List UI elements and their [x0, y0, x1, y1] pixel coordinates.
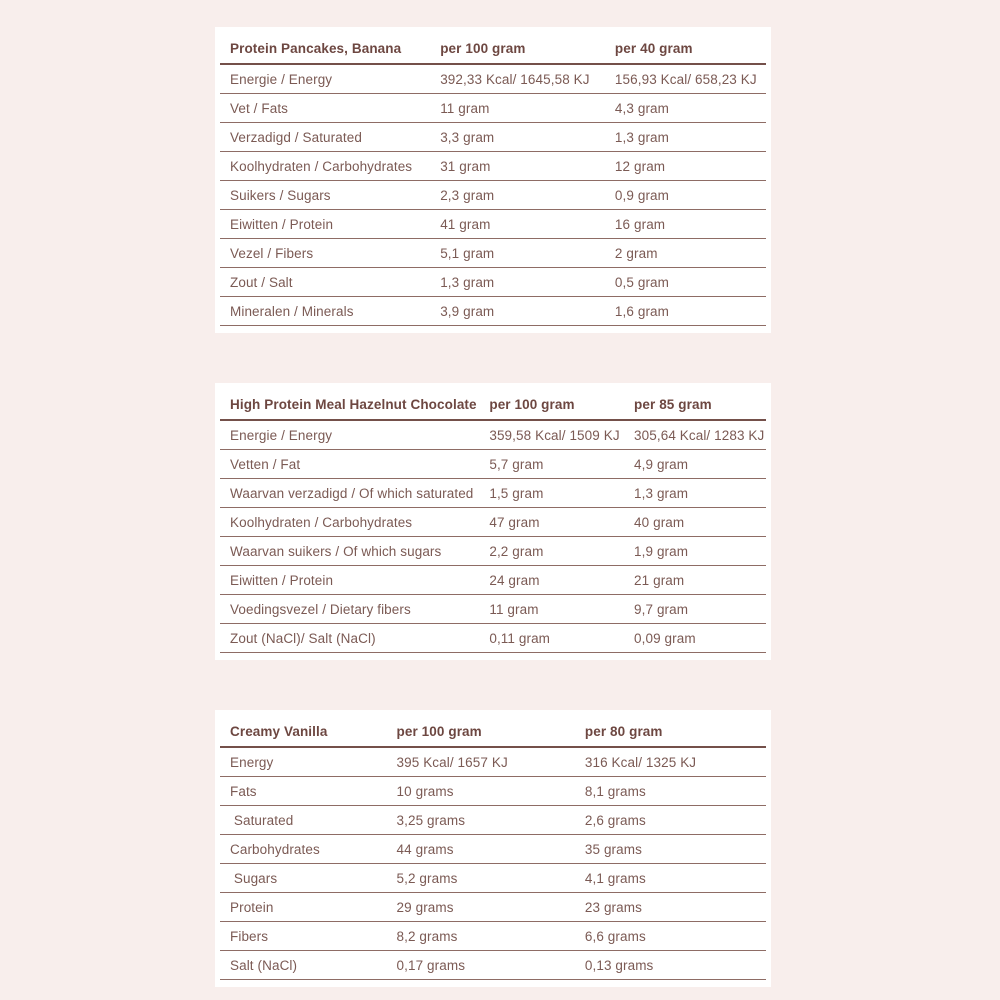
row-label: Voedingsvezel / Dietary fibers — [220, 595, 479, 624]
row-label: Fibers — [220, 922, 387, 951]
nutrition-table-creamy-vanilla — [220, 716, 766, 980]
row-value-per-serving: 23 grams — [575, 893, 766, 922]
row-value-per-100: 24 gram — [479, 566, 624, 595]
row-label: Protein — [220, 893, 387, 922]
col-header-per-100: per 100 gram — [430, 33, 605, 64]
row-value-per-100: 5,2 grams — [387, 864, 575, 893]
row-value-per-100: 2,3 gram — [430, 181, 605, 210]
row-value-per-100: 10 grams — [387, 777, 575, 806]
row-value-per-serving: 4,9 gram — [624, 450, 766, 479]
row-label: Mineralen / Minerals — [220, 297, 430, 326]
row-value-per-100: 31 gram — [430, 152, 605, 181]
table-row — [220, 479, 766, 508]
table-title: High Protein Meal Hazelnut Chocolate — [220, 389, 479, 420]
table-row — [220, 152, 766, 181]
table-row — [220, 747, 766, 777]
row-value-per-serving: 305,64 Kcal/ 1283 KJ — [624, 420, 766, 450]
row-value-per-100: 3,3 gram — [430, 123, 605, 152]
table-row — [220, 181, 766, 210]
row-label: Energie / Energy — [220, 420, 479, 450]
row-label: Energie / Energy — [220, 64, 430, 94]
table-row — [220, 420, 766, 450]
row-label: Zout / Salt — [220, 268, 430, 297]
row-value-per-serving: 21 gram — [624, 566, 766, 595]
row-value-per-serving: 35 grams — [575, 835, 766, 864]
table-row — [220, 595, 766, 624]
row-value-per-100: 41 gram — [430, 210, 605, 239]
table-row — [220, 893, 766, 922]
row-label: Vezel / Fibers — [220, 239, 430, 268]
table-row — [220, 508, 766, 537]
row-value-per-serving: 0,5 gram — [605, 268, 766, 297]
row-value-per-serving: 0,13 grams — [575, 951, 766, 980]
row-label: Energy — [220, 747, 387, 777]
nutrition-panel-high-protein-meal — [215, 383, 771, 660]
row-label: Salt (NaCl) — [220, 951, 387, 980]
row-value-per-serving: 12 gram — [605, 152, 766, 181]
row-value-per-serving: 2,6 grams — [575, 806, 766, 835]
row-value-per-100: 1,5 gram — [479, 479, 624, 508]
table-row — [220, 951, 766, 980]
row-label: Waarvan verzadigd / Of which saturated — [220, 479, 479, 508]
table-row — [220, 94, 766, 123]
row-value-per-serving: 156,93 Kcal/ 658,23 KJ — [605, 64, 766, 94]
row-label: Koolhydraten / Carbohydrates — [220, 152, 430, 181]
row-value-per-serving: 8,1 grams — [575, 777, 766, 806]
table-header-row — [220, 33, 766, 64]
table-header-row — [220, 716, 766, 747]
row-value-per-100: 5,7 gram — [479, 450, 624, 479]
table-row — [220, 835, 766, 864]
row-value-per-100: 3,9 gram — [430, 297, 605, 326]
table-row — [220, 566, 766, 595]
row-value-per-serving: 40 gram — [624, 508, 766, 537]
row-label: Eiwitten / Protein — [220, 566, 479, 595]
table-row — [220, 777, 766, 806]
row-label: Eiwitten / Protein — [220, 210, 430, 239]
table-row — [220, 450, 766, 479]
row-value-per-100: 44 grams — [387, 835, 575, 864]
table-row — [220, 806, 766, 835]
col-header-per-serving: per 80 gram — [575, 716, 766, 747]
row-value-per-serving: 0,09 gram — [624, 624, 766, 653]
row-value-per-100: 11 gram — [430, 94, 605, 123]
nutrition-panel-protein-pancakes — [215, 27, 771, 333]
row-value-per-100: 2,2 gram — [479, 537, 624, 566]
row-value-per-serving: 4,1 grams — [575, 864, 766, 893]
row-value-per-100: 47 gram — [479, 508, 624, 537]
row-value-per-100: 11 gram — [479, 595, 624, 624]
col-header-per-serving: per 85 gram — [624, 389, 766, 420]
row-value-per-100: 359,58 Kcal/ 1509 KJ — [479, 420, 624, 450]
nutrition-table-high-protein-meal — [220, 389, 766, 653]
nutrition-tables-page — [215, 0, 771, 987]
row-value-per-serving: 1,6 gram — [605, 297, 766, 326]
row-value-per-serving: 1,9 gram — [624, 537, 766, 566]
row-value-per-100: 8,2 grams — [387, 922, 575, 951]
nutrition-panel-creamy-vanilla — [215, 710, 771, 987]
row-value-per-100: 392,33 Kcal/ 1645,58 KJ — [430, 64, 605, 94]
row-label: Waarvan suikers / Of which sugars — [220, 537, 479, 566]
row-label: Sugars — [220, 864, 387, 893]
table-header-row — [220, 389, 766, 420]
row-value-per-serving: 1,3 gram — [605, 123, 766, 152]
row-value-per-serving: 4,3 gram — [605, 94, 766, 123]
table-row — [220, 297, 766, 326]
row-value-per-100: 1,3 gram — [430, 268, 605, 297]
table-row — [220, 239, 766, 268]
row-value-per-serving: 16 gram — [605, 210, 766, 239]
row-value-per-100: 395 Kcal/ 1657 KJ — [387, 747, 575, 777]
row-value-per-serving: 9,7 gram — [624, 595, 766, 624]
row-value-per-serving: 0,9 gram — [605, 181, 766, 210]
table-row — [220, 864, 766, 893]
row-value-per-serving: 2 gram — [605, 239, 766, 268]
col-header-per-100: per 100 gram — [387, 716, 575, 747]
row-label: Saturated — [220, 806, 387, 835]
col-header-per-serving: per 40 gram — [605, 33, 766, 64]
row-value-per-serving: 6,6 grams — [575, 922, 766, 951]
table-row — [220, 268, 766, 297]
row-value-per-serving: 1,3 gram — [624, 479, 766, 508]
nutrition-table-protein-pancakes — [220, 33, 766, 326]
row-label: Suikers / Sugars — [220, 181, 430, 210]
table-row — [220, 64, 766, 94]
table-row — [220, 123, 766, 152]
row-label: Carbohydrates — [220, 835, 387, 864]
row-label: Koolhydraten / Carbohydrates — [220, 508, 479, 537]
row-value-per-100: 0,11 gram — [479, 624, 624, 653]
table-title: Creamy Vanilla — [220, 716, 387, 747]
row-value-per-100: 3,25 grams — [387, 806, 575, 835]
row-label: Zout (NaCl)/ Salt (NaCl) — [220, 624, 479, 653]
row-value-per-100: 29 grams — [387, 893, 575, 922]
table-row — [220, 210, 766, 239]
table-title: Protein Pancakes, Banana — [220, 33, 430, 64]
row-label: Vet / Fats — [220, 94, 430, 123]
table-row — [220, 922, 766, 951]
row-value-per-100: 0,17 grams — [387, 951, 575, 980]
row-label: Vetten / Fat — [220, 450, 479, 479]
table-row — [220, 537, 766, 566]
row-value-per-serving: 316 Kcal/ 1325 KJ — [575, 747, 766, 777]
col-header-per-100: per 100 gram — [479, 389, 624, 420]
row-value-per-100: 5,1 gram — [430, 239, 605, 268]
row-label: Verzadigd / Saturated — [220, 123, 430, 152]
table-row — [220, 624, 766, 653]
row-label: Fats — [220, 777, 387, 806]
